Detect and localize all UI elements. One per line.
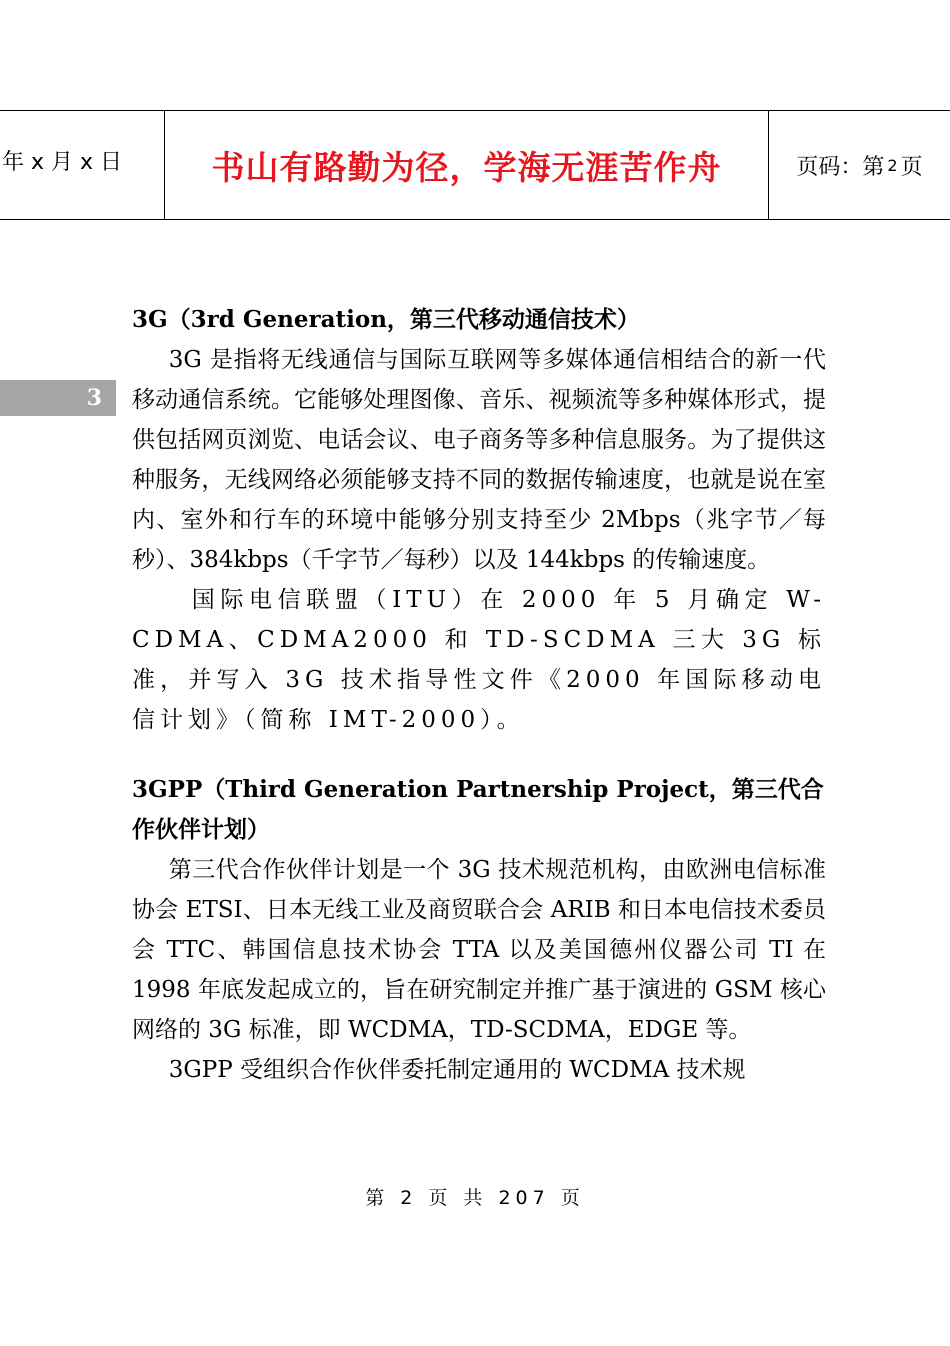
margin-section-badge: 3 [0, 380, 116, 416]
paragraph: 3G 是指将无线通信与国际互联网等多媒体通信相结合的新一代移动通信系统。它能够处理图像、音乐、视频流等多种媒体形式，提供包括网页浏览、电话会议、电子商务等多种信息服务。为了提供这种服务，无线网络必须能够支持不同的数据传输速度，也就是说在室内、室外和行车的环境中能够分别支持至少 2Mbps（兆字节／每秒）、384kbps（千字节／每秒）以及 144kbps 的传输速度。 [132, 347, 826, 573]
header-date: 年 x 月 x 日 [0, 111, 165, 219]
section-3g [132, 300, 826, 740]
paragraph: 3GPP 受组织合作伙伴委托制定通用的 WCDMA 技术规 [168, 1057, 746, 1083]
section-heading: 3GPP（Third Generation Partnership Project，第三代合作伙伴计划） [132, 776, 824, 843]
header-page-number [769, 111, 950, 225]
header-page-suffix: 页 [900, 154, 923, 180]
page-header [0, 110, 950, 220]
header-page-value: 2 [887, 155, 898, 175]
page-footer: 第 2 页 共 207 页 [365, 1187, 585, 1209]
section-heading: 3G（3rd Generation，第三代移动通信技术） [132, 306, 640, 333]
paragraph: 第三代合作伙伴计划是一个 3G 技术规范机构，由欧洲电信标准协会 ETSI、日本无线工业及商贸联合会 ARIB 和日本电信技术委员会 TTC、韩国信息技术协会 TTA 以及美国德州仪器公司 TI 在 1998 年底发起成立的，旨在研究制定并推广基于演进的 GSM 核心网络的 3G 标准，即 WCDMA，TD-SCDMA，EDGE 等。 [132, 857, 826, 1043]
header-motto: 书山有路勤为径，学海无涯苦作舟 [165, 111, 769, 219]
paragraph: 国际电信联盟（ITU）在 2000 年 5 月确定 W-CDMA、CDMA2000 和 TD-SCDMA 三大 3G 标准，并写入 3G 技术指导性文件《2000 年国际移动电信计划》（简称 IMT-2000）。 [132, 587, 826, 733]
document-body [132, 300, 826, 1090]
header-page-prefix: 页码：第 [796, 154, 885, 180]
section-3gpp [132, 770, 826, 1090]
